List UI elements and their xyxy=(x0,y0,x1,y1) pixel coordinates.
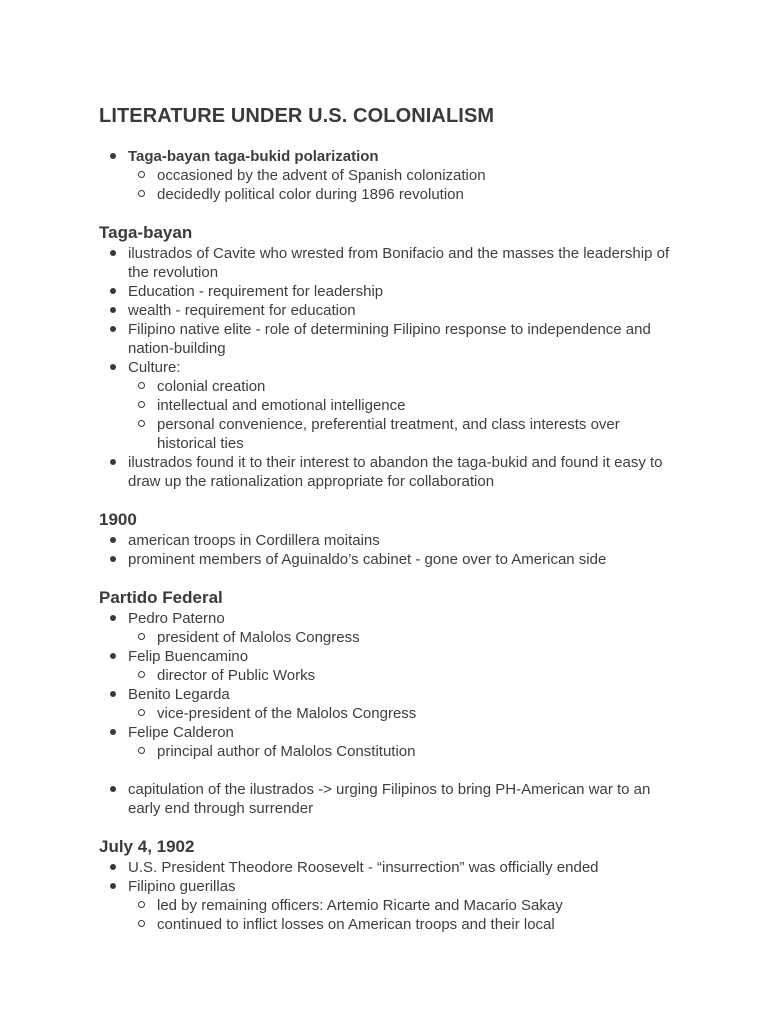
section-heading-taga-bayan: Taga-bayan xyxy=(99,223,193,242)
list-item xyxy=(99,685,679,723)
list-item-text: Filipino guerillas xyxy=(128,878,236,895)
partido-federal-closing-list xyxy=(99,780,679,818)
list-item-text: Taga-bayan taga-bukid polarization xyxy=(128,148,379,165)
list-item-text: Felip Buencamino xyxy=(128,648,249,665)
sub-list-item: colonial creation xyxy=(128,377,679,396)
section-heading-partido-federal: Partido Federal xyxy=(99,588,223,607)
list-item xyxy=(99,609,679,647)
partido-federal-list xyxy=(99,609,679,761)
list-item: Filipino native elite - role of determining Filipino response to independence and nation-building xyxy=(99,320,679,358)
sub-list xyxy=(128,666,679,685)
list-item: Education - requirement for leadership xyxy=(99,282,679,301)
sub-list-item: principal author of Malolos Constitution xyxy=(128,742,679,761)
list-item-text: Pedro Paterno xyxy=(128,610,225,627)
sub-list-item: occasioned by the advent of Spanish colonization xyxy=(128,166,679,185)
list-item xyxy=(99,723,679,761)
intro-list xyxy=(99,147,679,204)
sub-list-item: led by remaining officers: Artemio Ricarte and Macario Sakay xyxy=(128,896,679,915)
section-heading-july-1902: July 4, 1902 xyxy=(99,837,195,856)
list-item: U.S. President Theodore Roosevelt - “insurrection” was officially ended xyxy=(99,858,679,877)
sub-list-item: vice-president of the Malolos Congress xyxy=(128,704,679,723)
spacer xyxy=(99,761,679,780)
year-1900-list xyxy=(99,531,679,569)
list-item: wealth - requirement for education xyxy=(99,301,679,320)
list-item xyxy=(99,647,679,685)
list-item xyxy=(99,147,679,204)
section-heading-1900: 1900 xyxy=(99,510,137,529)
sub-list xyxy=(128,628,679,647)
list-item-text: Felipe Calderon xyxy=(128,724,234,741)
sub-list xyxy=(128,377,679,453)
list-item-text: Culture: xyxy=(128,359,181,376)
sub-list xyxy=(128,742,679,761)
sub-list xyxy=(128,704,679,723)
sub-list xyxy=(128,166,679,204)
list-item: prominent members of Aguinaldo’s cabinet - gone over to American side xyxy=(99,550,679,569)
taga-bayan-list xyxy=(99,244,679,491)
list-item: capitulation of the ilustrados -> urging Filipinos to bring PH-American war to an early end through surrender xyxy=(99,780,679,818)
list-item: ilustrados found it to their interest to abandon the taga-bukid and found it easy to draw up the rationalization appropriate for collaboration xyxy=(99,453,679,491)
page-title: LITERATURE UNDER U.S. COLONIALISM xyxy=(99,105,495,127)
list-item xyxy=(99,358,679,453)
list-item xyxy=(99,877,679,934)
sub-list-item: personal convenience, preferential treatment, and class interests over historical ties xyxy=(128,415,679,453)
sub-list xyxy=(128,896,679,934)
sub-list-item: decidedly political color during 1896 revolution xyxy=(128,185,679,204)
sub-list-item: director of Public Works xyxy=(128,666,679,685)
sub-list-item: intellectual and emotional intelligence xyxy=(128,396,679,415)
sub-list-item: continued to inflict losses on American troops and their local xyxy=(128,915,679,934)
document-page xyxy=(99,103,679,934)
july-1902-list xyxy=(99,858,679,934)
sub-list-item: president of Malolos Congress xyxy=(128,628,679,647)
list-item: american troops in Cordillera moitains xyxy=(99,531,679,550)
list-item-text: Benito Legarda xyxy=(128,686,230,703)
list-item: ilustrados of Cavite who wrested from Bonifacio and the masses the leadership of the revolution xyxy=(99,244,679,282)
